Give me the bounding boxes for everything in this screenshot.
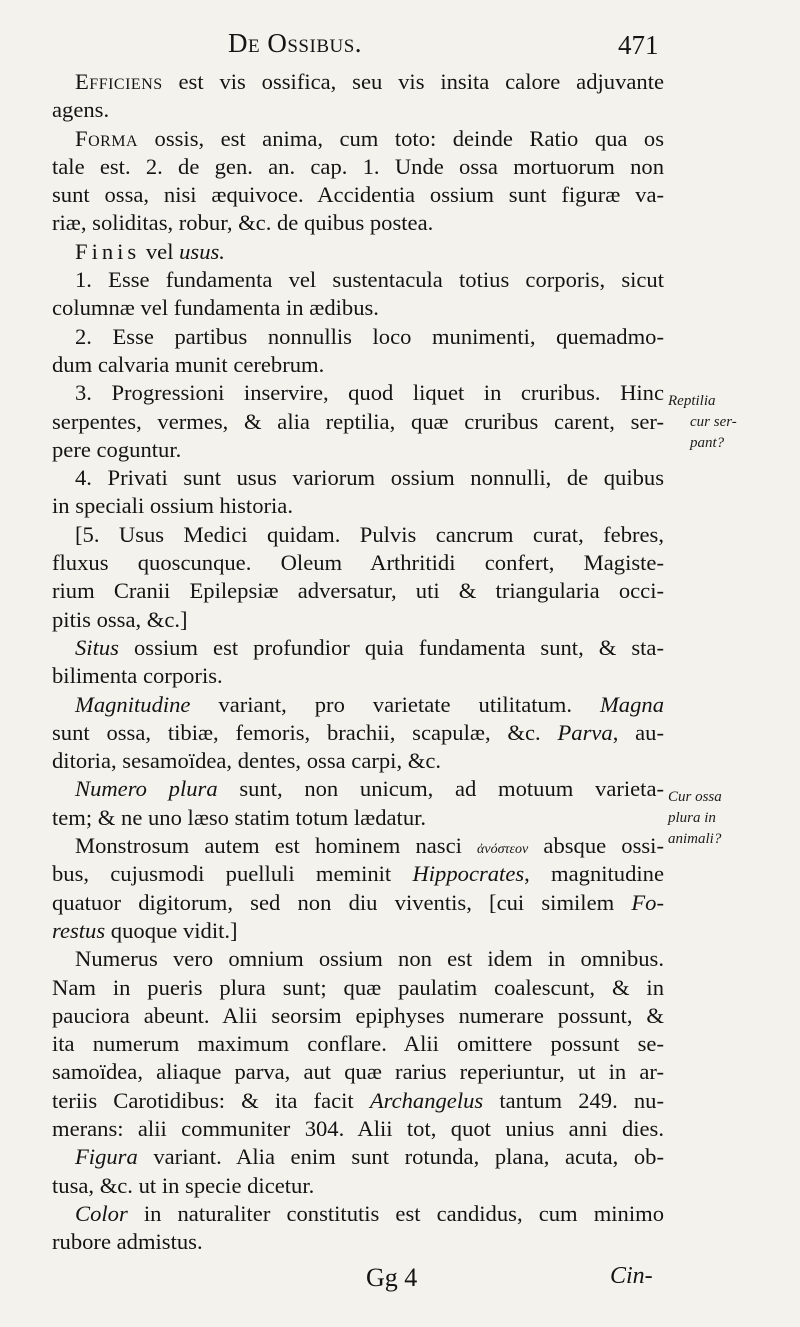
line-36: samoïdea, aliaque parva, aut quæ rarius reperiuntur, ut in ar- <box>52 1059 664 1085</box>
line-23: Magnitudine variant, pro varietate utilitatum. Magna <box>75 691 664 717</box>
line-1: Efficiens est vis ossifica, seu vis insita calore adjuvante <box>75 69 664 94</box>
line-42: rubore admistus. <box>52 1229 203 1255</box>
line-10: 2. Esse partibus nonnullis loco munimenti, quemadmo- <box>75 323 664 349</box>
line-40: tusa, &c. ut in specie dicetur. <box>52 1172 315 1198</box>
line-19: rium Cranii Epilepsiæ adversatur, uti & triangularia occi- <box>52 578 664 604</box>
body-text <box>52 68 664 1256</box>
line-28: Monstrosum autem est hominem nasci ἀνόστεον absque ossi- <box>75 833 664 859</box>
line-17: [5. Usus Medici quidam. Pulvis cancrum curat, febres, <box>75 521 664 547</box>
line-9: columnæ vel fundamenta in ædibus. <box>52 295 379 321</box>
line-13: serpentes, vermes, & alia reptilia, quæ cruribus carent, ser- <box>52 408 664 434</box>
line-34: pauciora abeunt. Alii seorsim epiphyses numerare possunt, & <box>52 1002 664 1028</box>
line-30: quatuor digitorum, sed non diu viventis, [cui similem Fo- <box>52 889 664 915</box>
line-21: Situs ossium est profundior quia fundamenta sunt, & sta- <box>75 634 664 660</box>
running-head: De Ossibus. <box>228 28 363 58</box>
line-37: teriis Carotidibus: & ita facit Archangelus tantum 249. nu- <box>52 1087 664 1113</box>
line-7: Finis vel usus. <box>75 238 225 264</box>
line-20: pitis ossa, &c.] <box>52 606 188 632</box>
line-38: merans: alii communiter 304. Alii tot, quot unius anni dies. <box>52 1115 664 1141</box>
line-25: ditoria, sesamoïdea, dentes, ossa carpi, &c. <box>52 748 441 774</box>
line-8: 1. Esse fundamenta vel sustentacula totius corporis, sicut <box>75 267 664 293</box>
line-33: Nam in pueris plura sunt; quæ paulatim coalescunt, & in <box>52 974 664 1000</box>
line-11: dum calvaria munit cerebrum. <box>52 351 325 377</box>
line-12: 3. Progressioni inservire, quod liquet in cruribus. Hinc <box>75 380 664 406</box>
line-31: restus quoque vidit.] <box>52 917 238 943</box>
line-2: agens. <box>52 97 110 123</box>
catchword: Cin- <box>610 1263 653 1289</box>
line-27: tem; & ne uno læso statim totum lædatur. <box>52 804 427 830</box>
line-14: pere coguntur. <box>52 436 182 462</box>
line-6: riæ, soliditas, robur, &c. de quibus postea. <box>52 210 434 236</box>
line-5: sunt ossa, nisi æquivoce. Accidentia ossium sunt figuræ va- <box>52 182 664 208</box>
line-18: fluxus quoscunque. Oleum Arthritidi confert, Magiste- <box>52 550 664 576</box>
page-number: 471 <box>618 30 659 60</box>
line-15: 4. Privati sunt usus variorum ossium nonnulli, de quibus <box>75 465 664 491</box>
line-22: bilimenta corporis. <box>52 663 223 689</box>
line-35: ita numerum maximum conflare. Alii omittere possunt se- <box>52 1031 664 1057</box>
margin-note-reptilia: Reptilia cur ser- pant? <box>668 393 737 451</box>
line-3: Forma ossis, est anima, cum toto: deinde Ratio qua os <box>75 125 664 151</box>
line-32: Numerus vero omnium ossium non est idem in omnibus. <box>75 946 664 972</box>
line-39: Figura variant. Alia enim sunt rotunda, plana, acuta, ob- <box>75 1144 664 1170</box>
line-4: tale est. 2. de gen. an. cap. 1. Unde ossa mortuorum non <box>52 153 664 179</box>
line-16: in speciali ossium historia. <box>52 493 293 519</box>
line-41: Color in naturaliter constitutis est candidus, cum minimo <box>75 1200 664 1226</box>
margin-note-ossa: Cur ossa plura in animali? <box>668 789 722 847</box>
line-26: Numero plura sunt, non unicum, ad motuum varieta- <box>75 776 665 802</box>
line-24: sunt ossa, tibiæ, femoris, brachii, scapulæ, &c. Parva, au- <box>52 719 664 745</box>
signature-mark: Gg 4 <box>366 1263 418 1292</box>
line-29: bus, cujusmodi puelluli meminit Hippocrates, magnitudine <box>52 861 664 887</box>
